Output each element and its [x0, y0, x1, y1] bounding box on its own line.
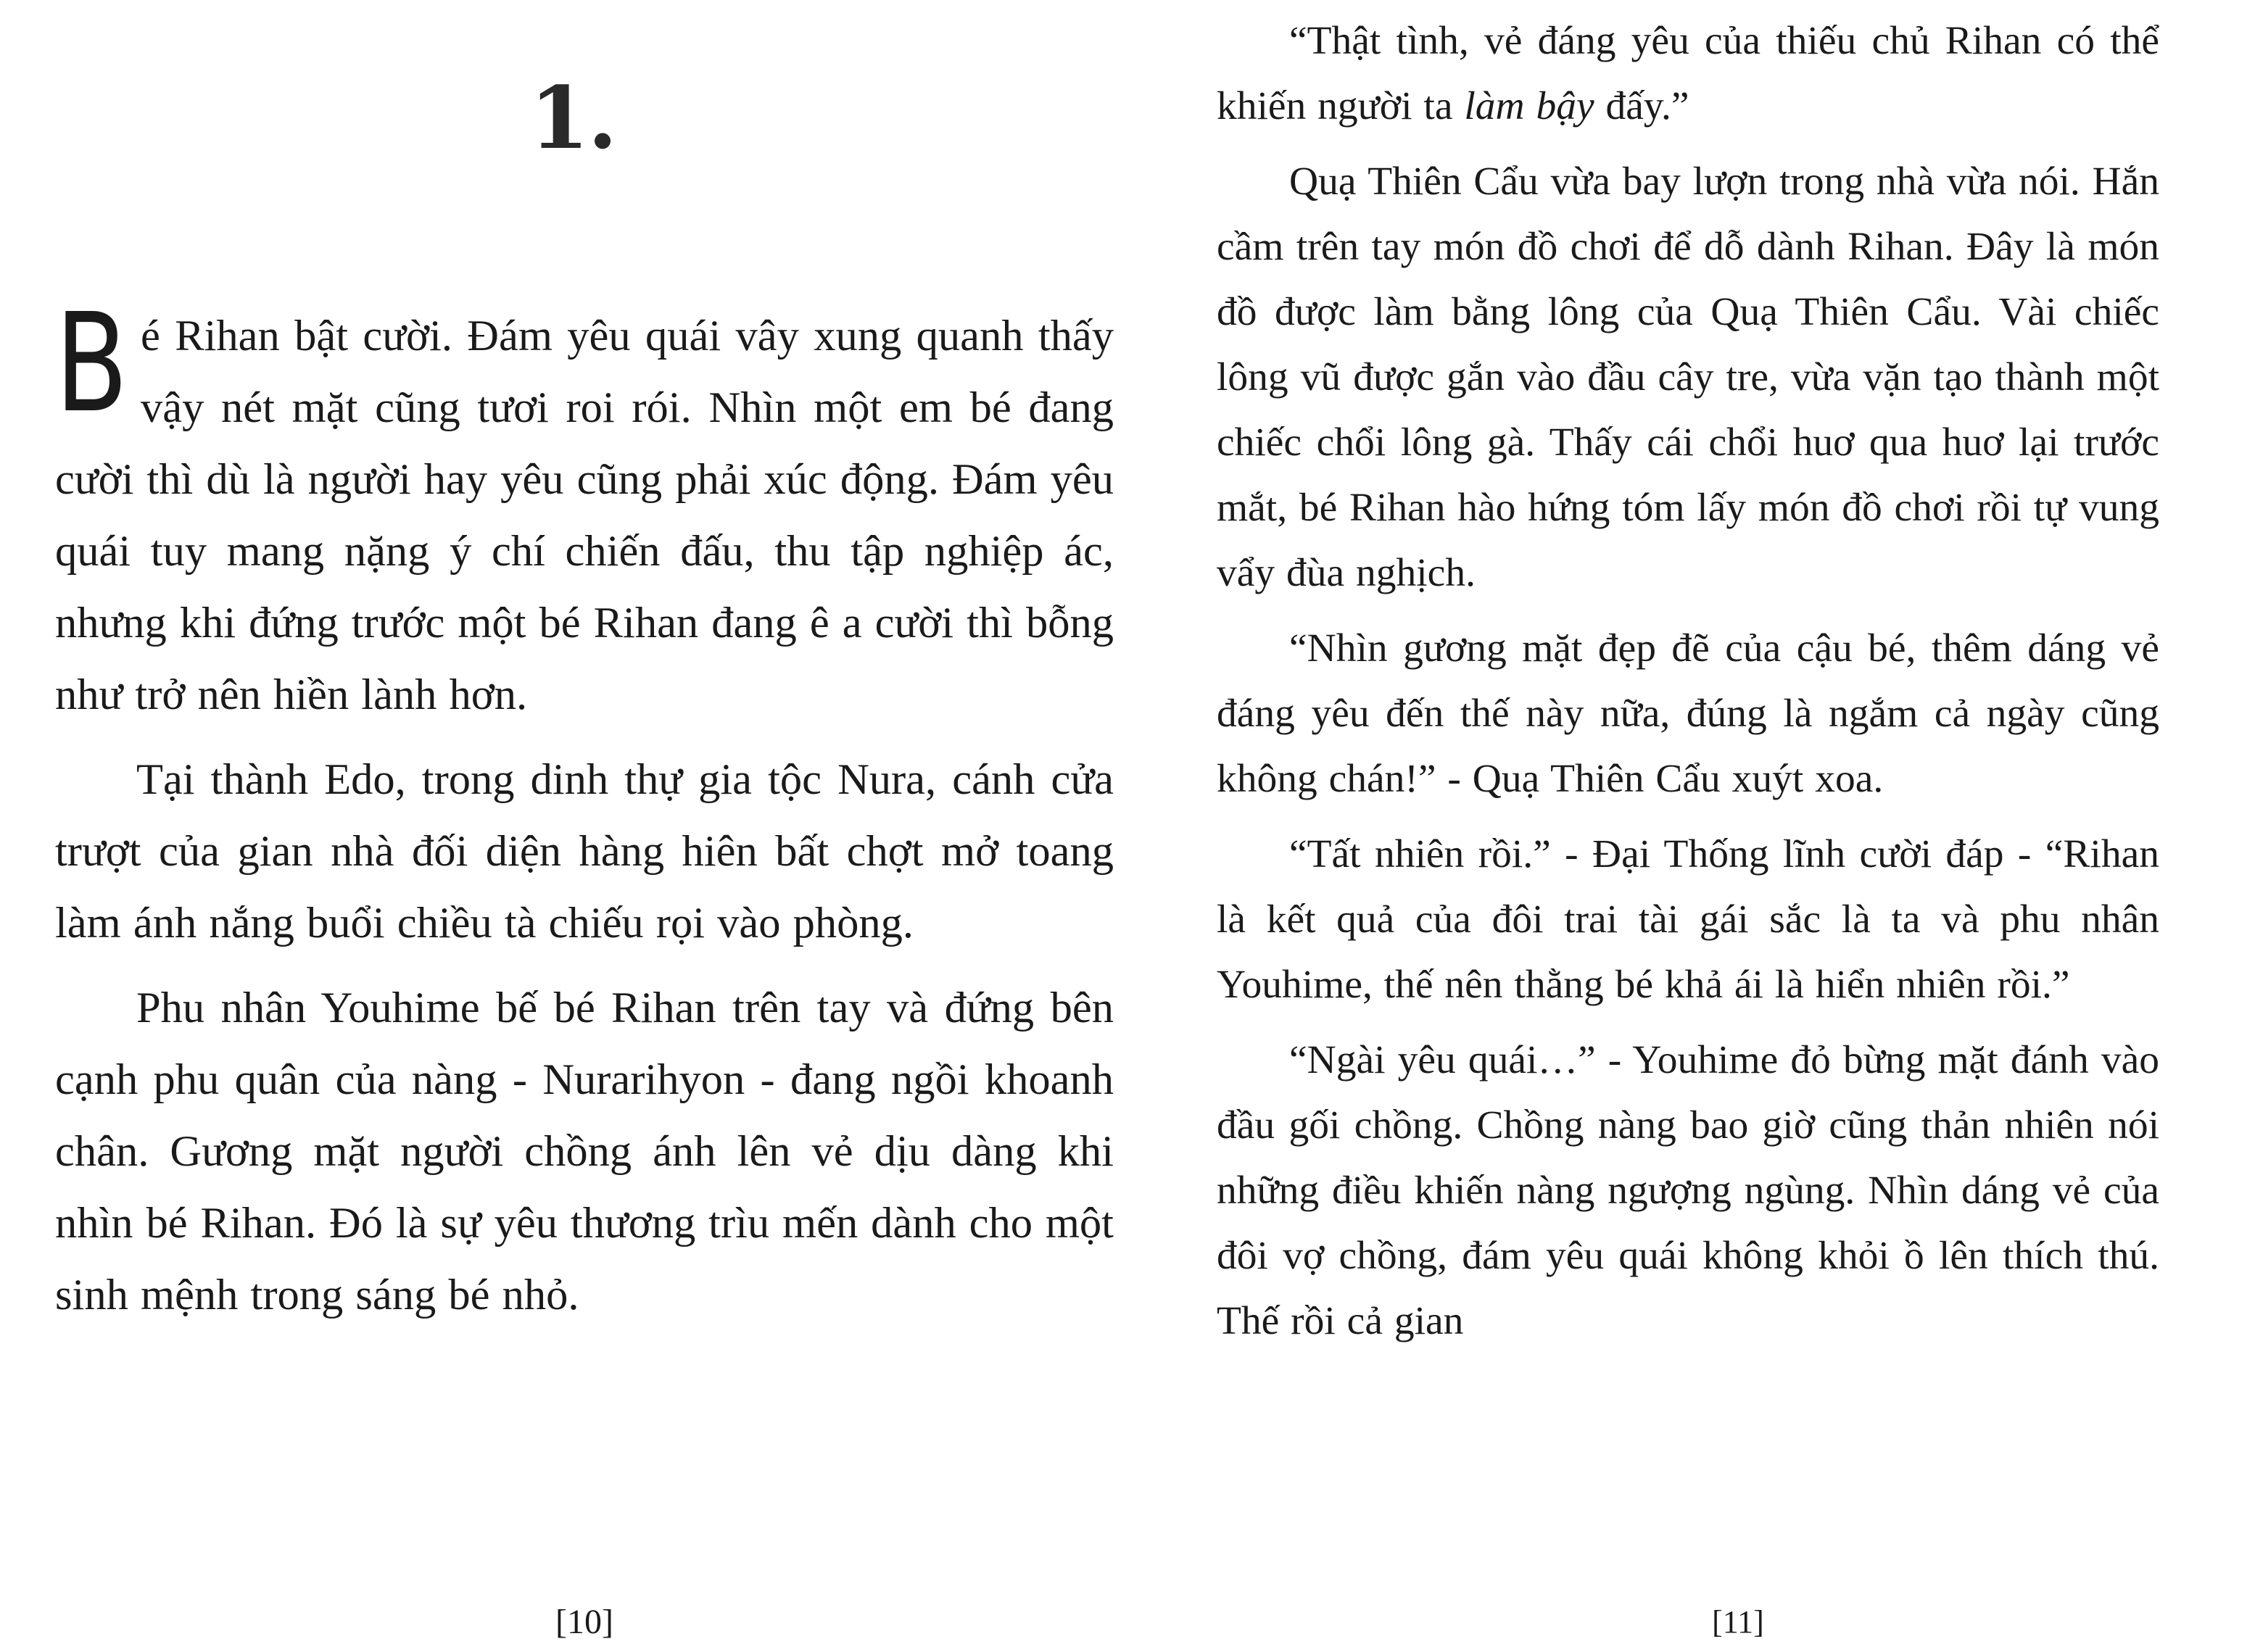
paragraph-1-italic: làm bậy [1464, 84, 1594, 128]
paragraph-3: “Nhìn gương mặt đẹp đẽ của cậu bé, thêm dáng vẻ đáng yêu đến thế này nữa, đúng là ngắm cả ngày cũng không chán!” - Quạ Thiên Cẩu xuýt xoa. [1217, 626, 2159, 801]
paragraph-1-text: é Rihan bật cười. Đám yêu quái vây xung quanh thấy vậy nét mặt cũng tươi roi rói. Nhìn một em bé đang cười thì dù là người hay yêu cũng phải xúc động. Đám yêu quái tuy mang nặng ý chí chiến đấu, thu tập nghiệp ác, nhưng khi đứng trước một bé Rihan đang ê a cười thì bỗng như trở nên hiền lành hơn. [55, 312, 1114, 719]
paragraph-4: “Tất nhiên rồi.” - Đại Thống lĩnh cười đáp - “Rihan là kết quả của đôi trai tài gái sắc là ta và phu nhân Youhime, thế nên thằng bé khả ái là hiển nhiên rồi.” [1217, 832, 2159, 1007]
page-number-left: [10] [555, 1603, 613, 1641]
chapter-title: 1. [529, 67, 616, 168]
left-page-text [55, 284, 1114, 1331]
paragraph-2: Quạ Thiên Cẩu vừa bay lượn trong nhà vừa nói. Hắn cầm trên tay món đồ chơi để dỗ dành Rihan. Đây là món đồ được làm bằng lông của Quạ Thiên Cẩu. Vài chiếc lông vũ được gắn vào đầu cây tre, vừa vặn tạo thành một chiếc chổi lông gà. Thấy cái chổi huơ qua huơ lại trước mắt, bé Rihan hào hứng tóm lấy món đồ chơi rồi tự vung vẩy đùa nghịch. [1217, 159, 2159, 595]
paragraph-5: “Ngài yêu quái…” - Youhime đỏ bừng mặt đánh vào đầu gối chồng. Chồng nàng bao giờ cũng thản nhiên nói những điều khiến nàng ngượng ngùng. Nhìn dáng vẻ của đôi vợ chồng, đám yêu quái không khỏi ồ lên thích thú. Thế rồi cả gian [1217, 1038, 2159, 1343]
right-page-text [1217, 9, 2159, 1354]
paragraph-1 [55, 284, 1114, 731]
paragraph-3: Phu nhân Youhime bế bé Rihan trên tay và đứng bên cạnh phu quân của nàng - Nurarihyon - đang ngồi khoanh chân. Gương mặt người chồng ánh lên vẻ dịu dàng khi nhìn bé Rihan. Đó là sự yêu thương trìu mến dành cho một sinh mệnh trong sáng bé nhỏ. [55, 984, 1114, 1319]
paragraph-1-text-after: đấy.” [1594, 84, 1689, 128]
drop-cap-letter: B [55, 284, 128, 443]
paragraph-1 [1217, 9, 2159, 139]
right-page [1128, 0, 2255, 1652]
page-number-right: [11] [1712, 1604, 1764, 1640]
paragraph-1-text-before: “Thật tình, vẻ đáng yêu của thiếu chủ Rihan có thể khiến người ta [1217, 19, 2159, 128]
paragraph-2: Tại thành Edo, trong dinh thự gia tộc Nura, cánh cửa trượt của gian nhà đối diện hàng hiên bất chợt mở toang làm ánh nắng buổi chiều tà chiếu rọi vào phòng. [55, 755, 1114, 947]
